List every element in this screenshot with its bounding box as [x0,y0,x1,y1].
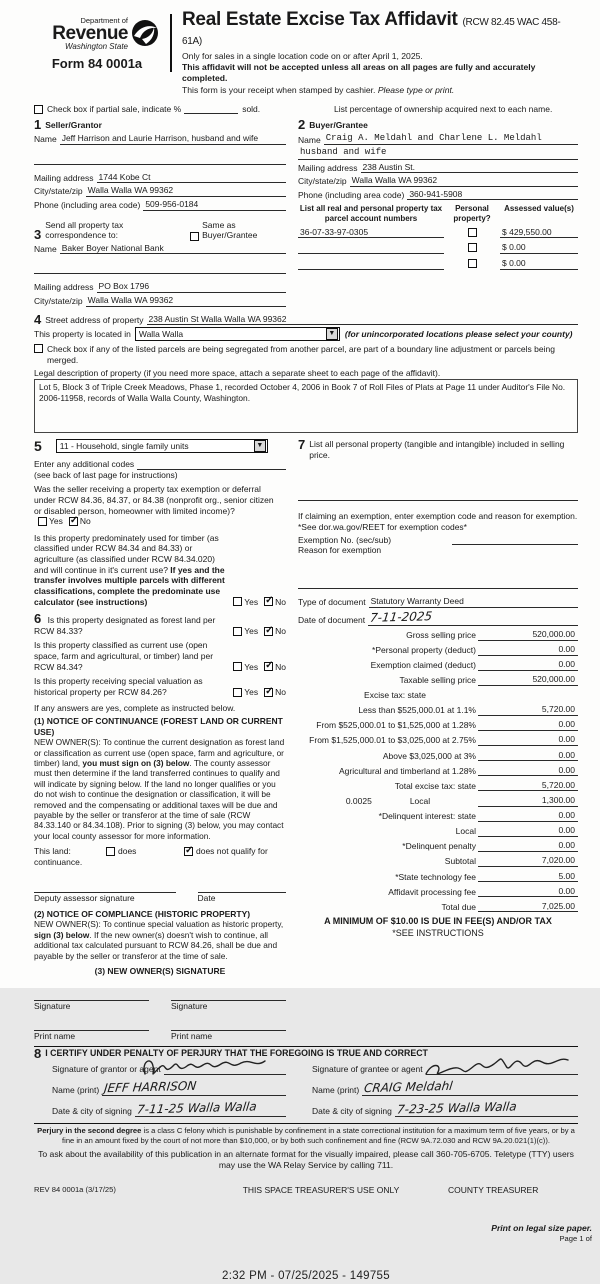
grantor-date-city-label: Date & city of signing [52,1106,132,1117]
owner-printname-field-1[interactable] [34,1021,149,1031]
tax-label: *Delinquent penalty [402,841,476,852]
tax-label: Total excise tax: state [394,780,476,791]
form-header [34,10,578,96]
tax-value-field[interactable]: 0.00 [478,886,578,898]
cashier-timestamp: 2:32 PM - 07/25/2025 - 149755 [222,1270,390,1283]
seller-phone-label: Phone (including area code) [34,199,141,210]
deputy-date-label: Date [197,893,216,904]
tax-label: Affidavit processing fee [388,886,476,897]
county-treasurer-label: COUNTY TREASURER [448,1184,539,1195]
grantee-date-city-field[interactable]: 7-23-25 Walla Walla [396,1099,518,1117]
grantee-date-city-label: Date & city of signing [312,1106,392,1117]
seller-phone-field[interactable]: 509-956-0184 [143,199,286,211]
buyer-name-label: Name [298,134,321,145]
corr-csz-label: City/state/zip [34,296,83,306]
legal-description-field[interactable]: Lot 5, Block 3 of Triple Creek Meadows, Phase 1, recorded October 4, 2006 in Book 7 of Roll Files of Plats at Page 11 under Auditor's File No. 2006-11958, records of Walla Walla County, Washington. [34,379,578,433]
tax-label: *Delinquent interest: state [378,811,476,822]
tax-value-field[interactable]: 0.00 [478,659,578,671]
new-owner-signature-row [34,991,286,1012]
section-4-number: 4 [34,311,42,327]
form-number: Form 84 0001a [51,56,143,72]
grantor-signature-field[interactable] [164,1065,286,1075]
tax-label: Local [455,826,476,837]
corr-mailing-label: Mailing address [34,282,94,293]
if-any-yes-note: If any answers are yes, complete as instructed below. [34,702,236,713]
tax-label: Agricultural and timberland at 1.28% [338,765,476,776]
additional-codes-label: Enter any additional codes [34,459,135,470]
seller-name-extra-field[interactable] [34,154,286,165]
tax-value-field[interactable]: 5.00 [478,871,578,883]
partial-sale-checkbox[interactable] [34,105,43,114]
notice-compliance-body: NEW OWNER(S): To continue special valuation as historic property, sign (3) below. If the new owner(s) doesn't wish to continue, all additional tax calculated pursuant to RCW 84.26, shall be due and payable by the seller or transferor at the time of sale. [34,919,284,961]
section-1-heading: Seller/Grantor [45,120,102,131]
treasurer-use-label: THIS SPACE TREASURER'S USE ONLY [242,1184,400,1195]
segregated-label: Check box if any of the listed parcels are being segregated from another parcel, are part of a boundary line adjustment or parcels being merged. [47,344,555,365]
legal-description-label: Legal description of property (if you need more space, attach a separate sheet to each page of the affidavit). [34,367,441,378]
tax-value-field[interactable]: 1,300.00 [478,795,578,807]
q3-no-checkbox[interactable] [264,627,273,636]
personal-property-checkbox-2[interactable] [468,243,477,252]
print-legal-note: Print on legal size paper. [491,1223,592,1234]
q3-yes-checkbox[interactable] [233,627,242,636]
additional-codes-note: (see back of last page for instructions) [34,469,178,480]
current-use-question: Is this property classified as current use (open space, farm and agricultural, or timber) land per RCW 84.34? Yes ✓ No [34,640,286,672]
personal-property-list-field[interactable] [298,490,578,501]
buyer-mailing-label: Mailing address [298,162,358,173]
header-divider [170,14,172,72]
tax-value-field[interactable]: 0.00 [478,840,578,852]
header-note-1: Only for sales in a single location code on or after April 1, 2025. [182,51,423,61]
dept-of-label: Department of [80,16,128,25]
seller-mailing-label: Mailing address [34,172,94,183]
dor-logo-block [34,10,160,73]
parcel-number-field[interactable] [298,259,444,270]
q2-no-checkbox[interactable] [264,597,273,606]
corr-mailing-field[interactable]: PO Box 1796 [97,281,286,293]
local-rate: 0.0025 [345,795,372,806]
does-checkbox[interactable] [106,847,115,856]
grantee-sig-label: Signature of grantee or agent [312,1064,423,1075]
section-7-number: 7 [298,437,306,453]
tax-label: Less than $525,000.01 at 1.1% [358,705,476,716]
this-land-row: This land: does ✓ does not qualify for [34,846,286,857]
seller-mailing-field[interactable]: 1744 Kobe Ct [97,172,286,184]
tax-value-field[interactable]: 0.00 [478,719,578,731]
assessed-value-field[interactable]: $ 429,550.00 [500,227,578,239]
notice-compliance-title: (2) NOTICE OF COMPLIANCE (HISTORIC PROPERTY) [34,908,251,919]
ownership-note: List percentage of ownership acquired next to each name. [334,103,553,114]
exemption-no-label: Exemption No. (sec/sub) [298,534,392,545]
tax-value-field[interactable]: 0.00 [478,765,578,777]
agency-name: Revenue [52,23,128,45]
corr-csz-field[interactable]: Walla Walla WA 99362 [86,295,286,307]
tax-label: Taxable selling price [399,675,476,686]
grantor-sig-label: Signature of grantor or agent [52,1064,161,1075]
notice-continuance-title: (1) NOTICE OF CONTINUANCE (FOREST LAND OR CURRENT USE) [34,716,283,737]
q2-yes-checkbox[interactable] [233,597,242,606]
owner-signature-field-2[interactable] [171,991,286,1001]
assessed-value-field[interactable]: $ 0.00 [500,242,578,254]
tax-value-field[interactable]: 0.00 [478,750,578,762]
buyer-csz-field[interactable]: Walla Walla WA 99362 [350,175,578,187]
does-not-checkbox[interactable] [184,847,193,856]
type-of-document-label: Type of document [298,596,366,607]
see-instructions-note: *SEE INSTRUCTIONS [392,927,484,938]
tax-computation [298,629,578,912]
minimum-due-note: A MINIMUM OF $10.00 IS DUE IN FEE(S) AND/OR TAX [324,916,552,927]
type-of-document-field[interactable]: Statutory Warranty Deed [369,596,578,608]
exemption-note: If claiming an exemption, enter exemption code and reason for exemption. *See dor.wa.gov/REET for exemption codes* [298,511,578,533]
tax-value-field[interactable]: 0.00 [478,825,578,837]
buyer-phone-field[interactable]: 360-941-5908 [407,189,578,201]
section-7-intro: List all personal property (tangible and intangible) included in selling price. [309,439,565,460]
parcel-number-field[interactable]: 36-07-33-97-0305 [298,227,444,239]
seller-name-field[interactable]: Jeff Harrison and Laurie Harrison, husband and wife [60,133,286,145]
tax-label: Above $3,025,000 at 3% [382,750,476,761]
seller-name-label: Name [34,134,57,144]
located-in-label: This property is located in [34,329,131,339]
section-3-heading: Send all property tax correspondence to: [45,219,124,241]
buyer-csz-label: City/state/zip [298,176,347,187]
chevron-down-icon[interactable]: ▼ [326,328,338,340]
q4-yes-checkbox[interactable] [233,662,242,671]
parcel-col-personal: Personal property? [453,204,491,223]
parcel-row [298,227,578,239]
tax-value-field[interactable]: 5,720.00 [478,780,578,792]
date-of-document-field[interactable]: 7-11-2025 [369,608,434,625]
tax-label: *Personal property (deduct) [372,645,476,656]
same-as-buyer-checkbox[interactable] [190,232,199,241]
parcel-row [298,258,578,270]
q1-no-checkbox[interactable] [69,517,78,526]
certify-statement: I CERTIFY UNDER PENALTY OF PERJURY THAT THE FOREGOING IS TRUE AND CORRECT [45,1048,428,1059]
section-2-heading: Buyer/Grantee [309,120,368,131]
tax-value-field[interactable]: 0.00 [478,644,578,656]
use-code-select[interactable]: 11 - Household, single family units ▼ [56,439,268,453]
exemption-no-field[interactable] [452,535,578,545]
grantee-signature-field[interactable] [426,1065,578,1075]
notice-continuance-body: NEW OWNER(S): To continue the current designation as forest land or classification as current use (open space, farm and agriculture, or timber) land, you must sign on (3) below. The county assessor must then determine if the land transferred continues to qualify and will indicate by signing below. If the land no longer qualifies or you do not wish to continue the designation or classification, it will be removed and the compensating or additional taxes will be due and payable by the seller or transferor at the time of sale (RCW 84.33.140 or 84.34.108). Prior to signing (3) below, you may contact your local county assessor for more information. [34,737,285,841]
parcel-table [298,204,578,269]
segregated-checkbox[interactable] [34,344,43,353]
street-address-field[interactable]: 238 Austin St Walla Walla WA 99362 [147,314,578,326]
deputy-assessor-row [34,883,286,904]
deputy-signature-label: Deputy assessor signature [34,893,135,904]
page-number: Page 1 of [559,1233,592,1243]
form-title: Real Estate Excise Tax Affidavit (RCW 82.45 WAC 458-61A) [182,9,561,47]
partial-sale-suffix: sold. [242,103,261,114]
exemption-deferral-question: Was the seller receiving a property tax exemption or deferral under RCW 84.36, 84.37, or 84.38 (nonprofit org., senior citizen or disabled person, homeowner with limited income)? Yes ✓ No [34,484,286,528]
partial-sale-label: Check box if partial sale, indicate % [47,103,182,114]
agency-sub: Washington State [64,42,128,52]
buyer-phone-label: Phone (including area code) [298,189,405,200]
tax-value-field[interactable]: 7,020.00 [478,855,578,867]
header-notes [182,51,578,96]
parcel-row [298,242,578,254]
chevron-down-icon[interactable]: ▼ [254,440,266,452]
personal-property-checkbox-1[interactable] [468,228,477,237]
corr-name-field[interactable]: Baker Boyer National Bank [60,243,286,255]
new-owner-printname-row [34,1021,286,1042]
tax-label: Subtotal [444,856,476,867]
signature-label: Signature [171,1000,208,1011]
tax-label: From $1,525,000.01 to $3,025,000 at 2.75% [309,735,476,746]
rev-form-id: REV 84 0001a (3/17/25) [34,1184,116,1194]
section-3-number: 3 [34,227,42,243]
grantor-name-print-field[interactable]: JEFF HARRISON [103,1078,198,1096]
tax-value-field[interactable]: 0.00 [478,734,578,746]
tax-label: Local [409,795,431,806]
corr-name-extra-field[interactable] [34,263,286,274]
forest-land-question: 6 Is this property designated as forest land per RCW 84.33? Yes ✓ No [34,613,286,636]
seller-csz-field[interactable]: Walla Walla WA 99362 [86,185,286,197]
tax-label: From $525,000.01 to $1,525,000 at 1.28% [316,720,476,731]
partial-sale-percent-field[interactable] [184,113,238,114]
tax-value-field[interactable]: 7,025.00 [478,901,578,913]
q4-no-checkbox[interactable] [264,662,273,671]
perjury-note: Perjury in the second degree is a class C felony which is punishable by confinement in a state correctional institution for a maximum term of five years, or by a fine in an amount fixed by the court of not more than $10,000, or by both such confinement and fine (RCW 9A.72.030 and RCW 9A.20.021(1)(c)). [37,1126,575,1145]
owner-signature-field-1[interactable] [34,991,149,1001]
header-note-3: This form is your receipt when stamped by cashier. Please type or print. [182,84,455,95]
owner-printname-field-2[interactable] [171,1021,286,1031]
deputy-date-field[interactable] [198,883,286,893]
parcel-number-field[interactable] [298,243,444,254]
buyer-name-field-2[interactable]: husband and wife [298,147,578,159]
grantor-date-city-field[interactable]: 7-11-25 Walla Walla [136,1099,258,1117]
q5-no-checkbox[interactable] [264,688,273,697]
additional-codes-field[interactable] [137,460,286,470]
timber-agriculture-question: Is this property predominately used for timber (as classified under RCW 84.34 and 84.33) or agriculture (as classified under RCW 84.34.020) and will continue in it's current use? If yes and the transfer involves multiple parcels with different classifications, complete the predominate use calculator (see instructions) Yes ✓ No [34,533,286,607]
continuance-word: continuance. [34,856,83,867]
tax-label: *State technology fee [395,871,476,882]
corr-name-label: Name [34,243,57,254]
reason-for-exemption-field[interactable] [298,578,578,589]
street-address-label: Street address of property [45,314,144,325]
q1-yes-checkbox[interactable] [38,517,47,526]
assessed-value-field[interactable]: $ 0.00 [500,258,578,270]
seller-csz-label: City/state/zip [34,186,83,197]
parcel-col-numbers: List all real and personal property tax parcel account numbers [299,204,443,223]
deputy-signature-field[interactable] [34,883,176,893]
header-note-2: This affidavit will not be accepted unless all areas on all pages are fully and accurately completed. [182,62,536,84]
date-of-document-label: Date of document [298,614,366,625]
print-name-label: Print name [171,1031,213,1042]
section-1-number: 1 [34,117,42,133]
excise-tax-state-header: Excise tax: state [364,690,426,701]
buyer-name-field[interactable]: Craig A. Meldahl and Charlene L. Meldahl [324,133,578,145]
grantee-name-print-label: Name (print) [312,1085,360,1096]
new-owners-signature-title: (3) NEW OWNER(S) SIGNATURE [94,965,226,976]
tax-value-field[interactable]: 0.00 [478,810,578,822]
signature-label: Signature [34,1000,71,1011]
tax-label: Gross selling price [406,630,476,641]
same-as-buyer-label: Same as Buyer/Grantee [202,219,258,241]
tax-value-field[interactable]: 520,000.00 [478,629,578,641]
personal-property-checkbox-3[interactable] [468,259,477,268]
tax-value-field[interactable]: 520,000.00 [478,674,578,686]
parcel-col-assessed: Assessed value(s) [504,204,574,214]
form-rcw: (RCW 82.45 WAC 458-61A) [182,17,561,47]
section-2-number: 2 [298,117,306,133]
county-select[interactable]: Walla Walla ▼ [135,327,340,341]
alt-format-note: To ask about the availability of this publication in an alternate format for the visually impaired, please call 360-705-6705. Teletype (TTY) users may use the WA Relay Service by calling 711. [38,1149,574,1170]
buyer-mailing-field[interactable]: 238 Austin St. [361,162,578,174]
grantor-name-print-label: Name (print) [52,1085,100,1096]
tax-label: Exemption claimed (deduct) [370,660,476,671]
dor-swirl-icon [130,18,160,51]
tax-value-field[interactable]: 5,720.00 [478,704,578,716]
section-8-number: 8 [34,1045,42,1061]
reason-for-exemption-label: Reason for exemption [298,545,382,556]
section-5-number: 5 [34,437,42,454]
q5-yes-checkbox[interactable] [233,688,242,697]
located-in-note: (for unincorporated locations please select your county) [344,329,573,339]
historical-question: Is this property receiving special valuation as historical property per RCW 84.26? Yes ✓ No [34,676,286,697]
grantee-name-print-field[interactable]: CRAIG Meldahl [363,1078,454,1096]
tax-label: Total due [441,901,476,912]
print-name-label: Print name [34,1031,76,1042]
